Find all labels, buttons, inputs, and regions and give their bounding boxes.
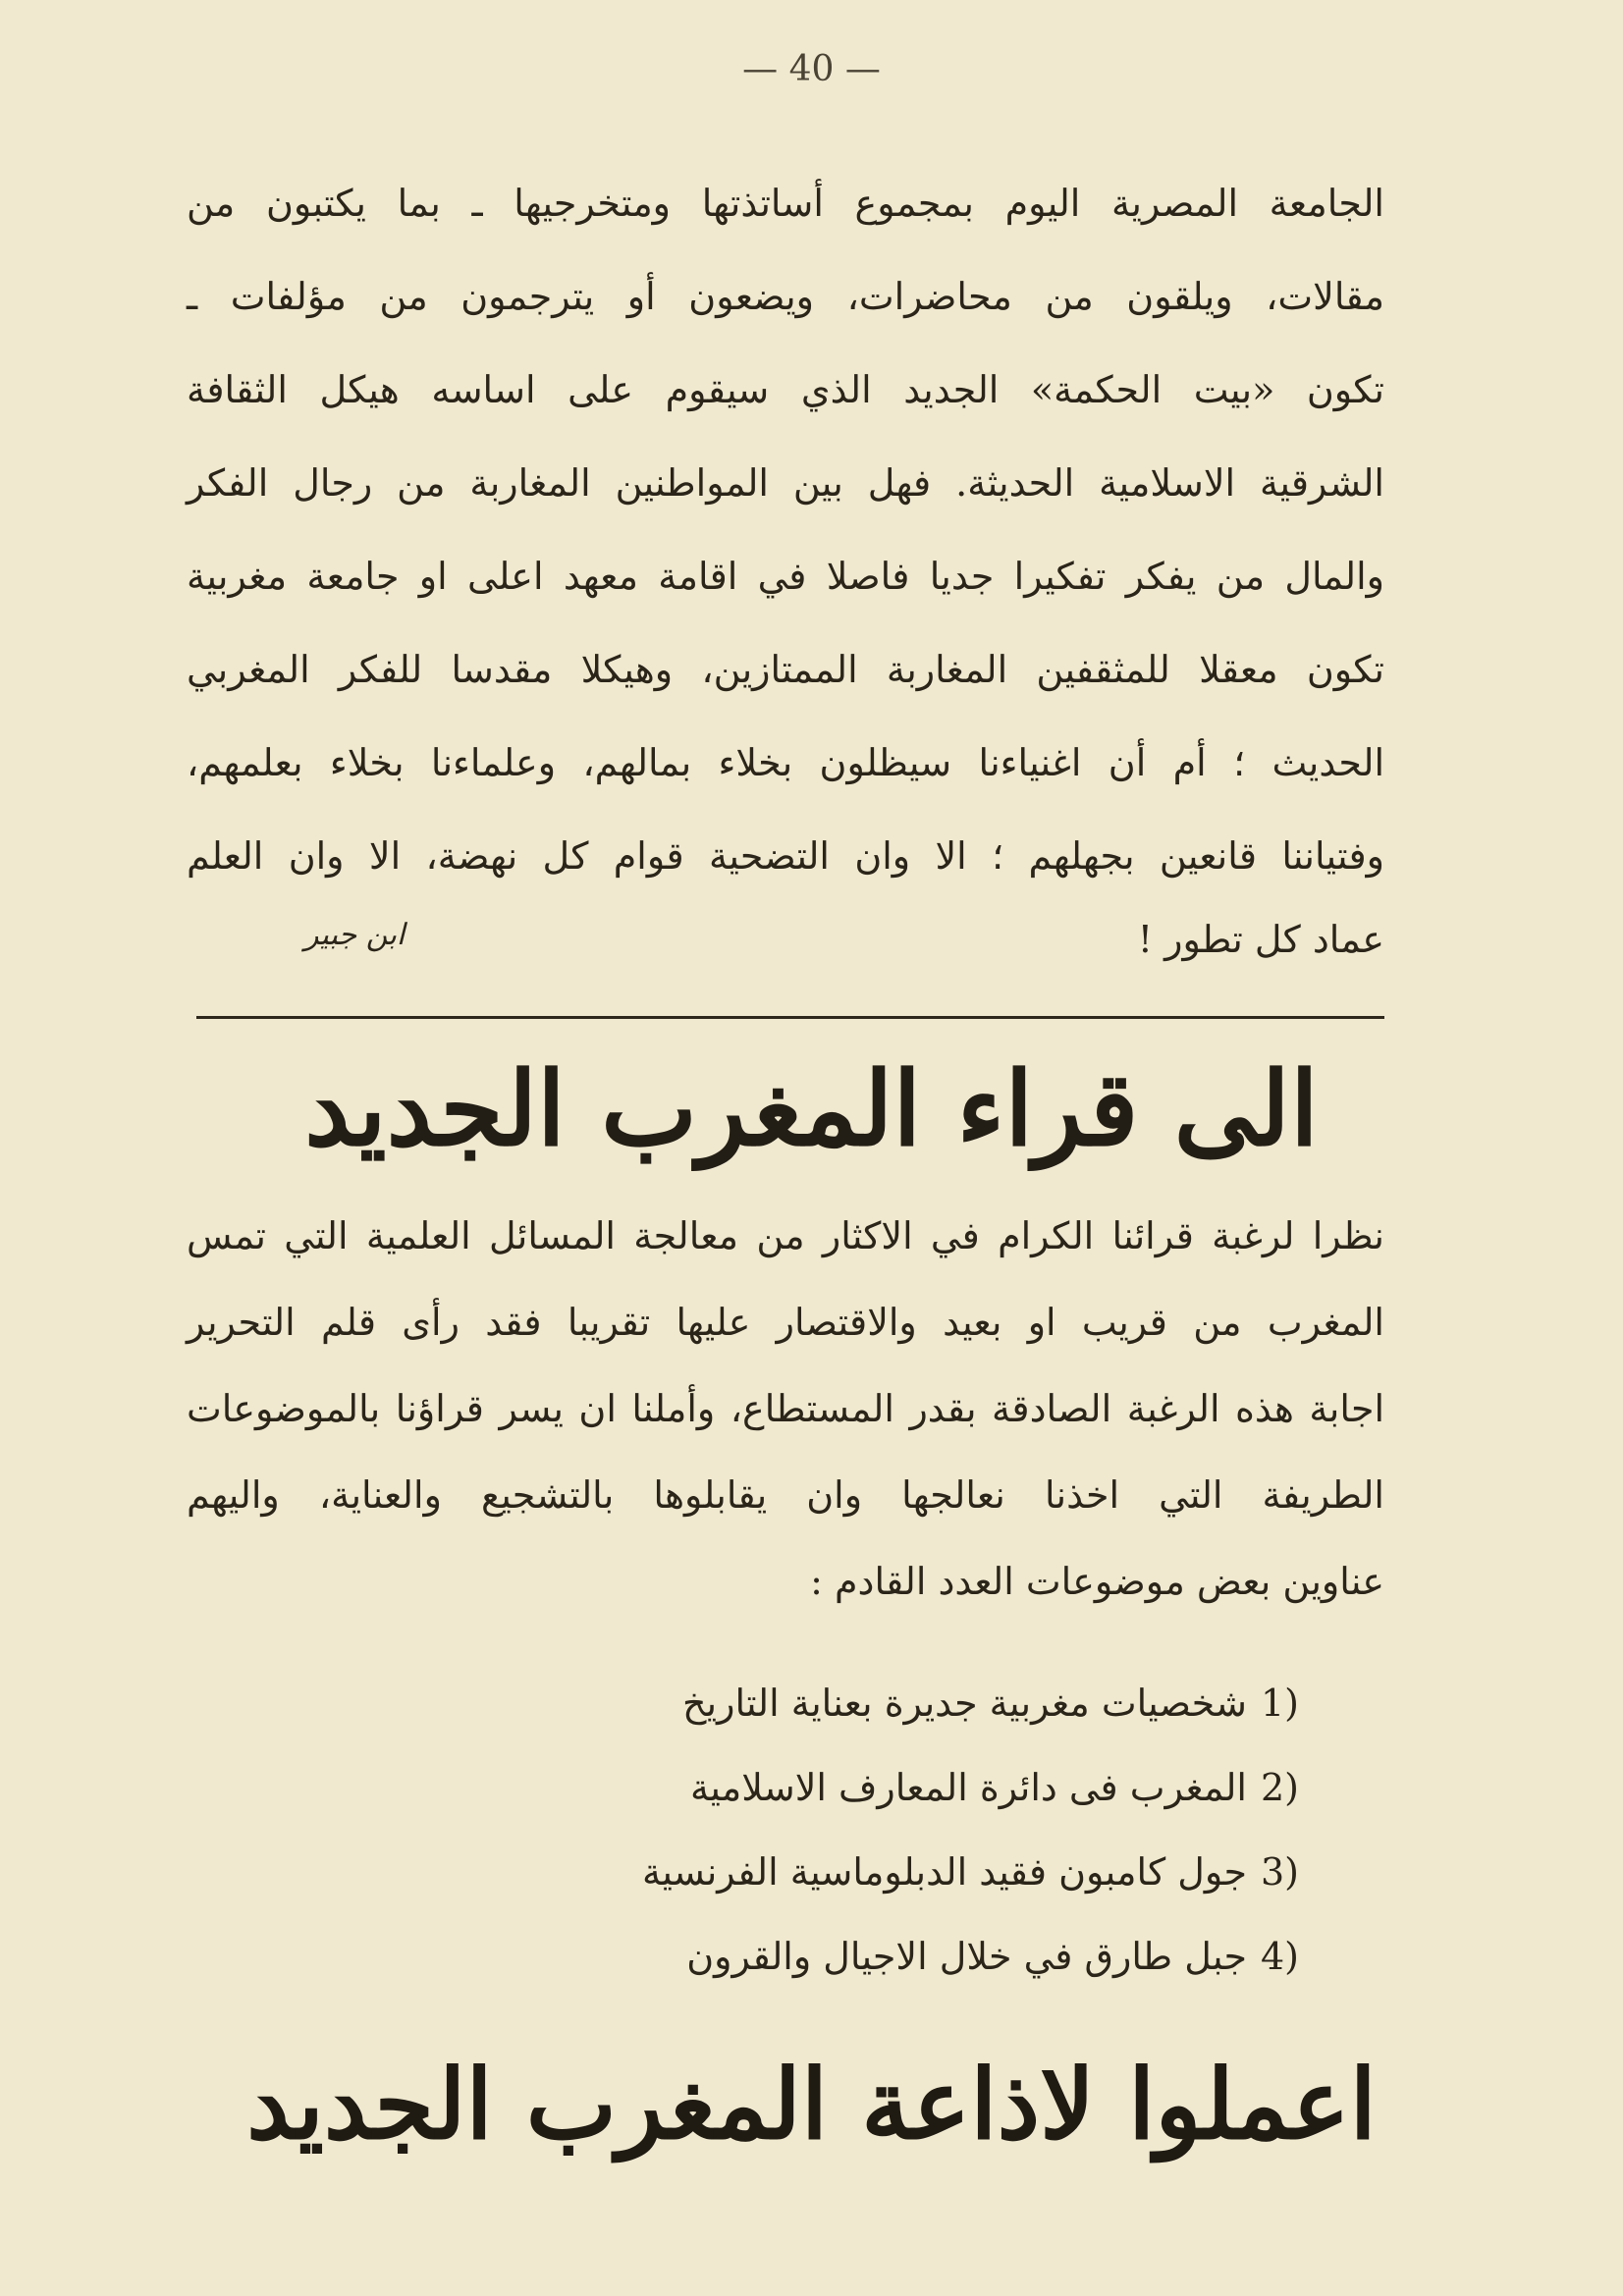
article-line: تكون «بيت الحكمة» الجديد الذي سيقوم على اساسه هيكل الثقافة (187, 368, 1384, 411)
author-signature: ابن جبير (304, 918, 406, 952)
announcement-line: عناوين بعض موضوعات العدد القادم : (810, 1560, 1384, 1603)
announcement-line: الطريفة التي اخذنا نعالجها وان يقابلوها بالتشجيع والعناية، واليهم (187, 1473, 1384, 1517)
topic-number: 1) (1260, 1682, 1299, 1725)
announcement-line: اجابة هذه الرغبة الصادقة بقدر المستطاع، وأملنا ان يسر قراؤنا بالموضوعات (187, 1387, 1384, 1430)
list-item (415, 1914, 1299, 1999)
topic-title: جول كامبون فقيد الدبلوماسية الفرنسية (641, 1850, 1247, 1894)
article-body (187, 157, 1384, 903)
list-item (415, 1745, 1299, 1830)
topic-number: 4) (1260, 1935, 1299, 1978)
section-title: الى قراء المغرب الجديد (304, 1048, 1319, 1169)
topic-number: 2) (1260, 1766, 1299, 1809)
list-item (415, 1830, 1299, 1914)
article-line: وفتياننا قانعين بجهلهم ؛ الا وان التضحية قوام كل نهضة، الا وان العلم (187, 834, 1384, 878)
page-number: — 40 — (742, 49, 881, 89)
article-line: والمال من يفكر تفكيرا جديا فاصلا في اقامة معهد اعلى او جامعة مغربية (187, 555, 1384, 598)
article-closing (187, 918, 1384, 987)
footer-slogan: اعملوا لاذاعة المغرب الجديد (246, 2049, 1377, 2162)
section-divider (196, 1016, 1384, 1019)
topic-number: 3) (1260, 1850, 1299, 1894)
article-line: الحديث ؛ أم أن اغنياءنا سيظلون بخلاء بمالهم، وعلماءنا بخلاء بعلمهم، (187, 741, 1384, 784)
list-item (415, 1661, 1299, 1745)
article-line: تكون معقلا للمثقفين المغاربة الممتازين، وهيكلا مقدسا للفكر المغربي (187, 648, 1384, 691)
article-line: مقالات، ويلقون من محاضرات، ويضعون أو يترجمون من مؤلفات ـ (187, 275, 1384, 318)
topic-title: شخصيات مغربية جديرة بعناية التاريخ (682, 1682, 1247, 1725)
announcement-body (187, 1193, 1384, 1625)
announcement-line: نظرا لرغبة قرائنا الكرام في الاكثار من معالجة المسائل العلمية التي تمس (187, 1214, 1384, 1257)
topic-title: جبل طارق في خلال الاجيال والقرون (686, 1935, 1247, 1978)
article-line: الجامعة المصرية اليوم بمجموع أساتذتها ومتخرجيها ـ بما يكتبون من (187, 182, 1384, 225)
article-line: الشرقية الاسلامية الحديثة. فهل بين المواطنين المغاربة من رجال الفكر (187, 461, 1384, 505)
closing-line: عماد كل تطور ! (1137, 918, 1384, 961)
upcoming-topics-list (415, 1661, 1299, 1999)
topic-title: المغرب فى دائرة المعارف الاسلامية (690, 1766, 1247, 1809)
announcement-line: المغرب من قريب او بعيد والاقتصار عليها تقريبا فقد رأى قلم التحرير (187, 1301, 1384, 1344)
